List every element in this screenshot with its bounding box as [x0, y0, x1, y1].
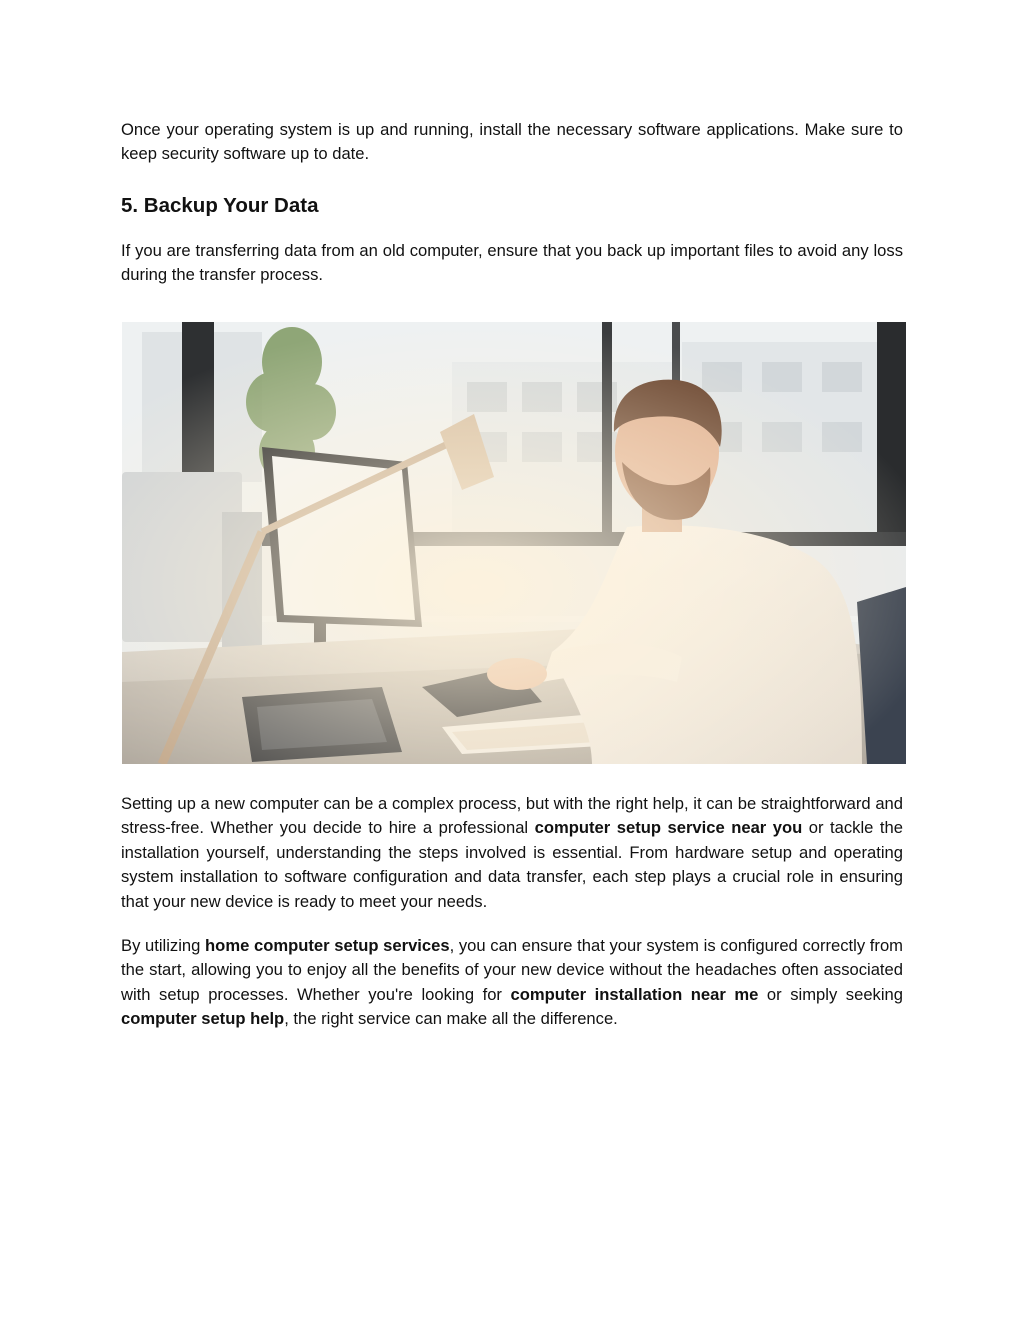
text-run: By utilizing — [121, 936, 206, 956]
office-photo-illustration — [122, 322, 906, 764]
intro-paragraph: Once your operating system is up and running, install the necessary software applications. Make sure to keep security software up to date. — [121, 120, 903, 164]
text-run: Setting up a new computer can be a complex process, but with the right help, it can be straightforward and stress-free. Whether you decide to hire a professional — [121, 794, 903, 838]
section-heading: 5. Backup Your Data — [121, 193, 319, 217]
keyword-link: computer setup help — [121, 1009, 285, 1029]
keyword-link: computer installation near me — [510, 984, 759, 1004]
text-run: or simply seeking — [758, 984, 903, 1004]
keyword-link: home computer setup services — [205, 936, 450, 956]
document-page — [121, 118, 903, 288]
text-run: , the right service can make all the difference. — [284, 1009, 618, 1029]
office-photo — [122, 322, 906, 764]
keyword-link: computer setup service near you — [534, 818, 803, 838]
conclusion-paragraph-2 — [121, 934, 903, 1032]
conclusion-section — [121, 792, 903, 1032]
text-run: , you can ensure that your system is configured correctly from the start, allowing you to enjoy all the benefits of your new device without the headaches often associated with setup processes. Whether you're looking for — [121, 936, 903, 1004]
conclusion-paragraph-1 — [121, 792, 903, 914]
section-paragraph: If you are transferring data from an old computer, ensure that you back up important files to avoid any loss during the transfer process. — [121, 240, 903, 285]
text-run: or tackle the installation yourself, understanding the steps involved is essential. From hardware setup and operating system installation to software configuration and data transfer, each step plays a crucial role in ensuring that your new device is ready to meet your needs. — [121, 818, 903, 911]
